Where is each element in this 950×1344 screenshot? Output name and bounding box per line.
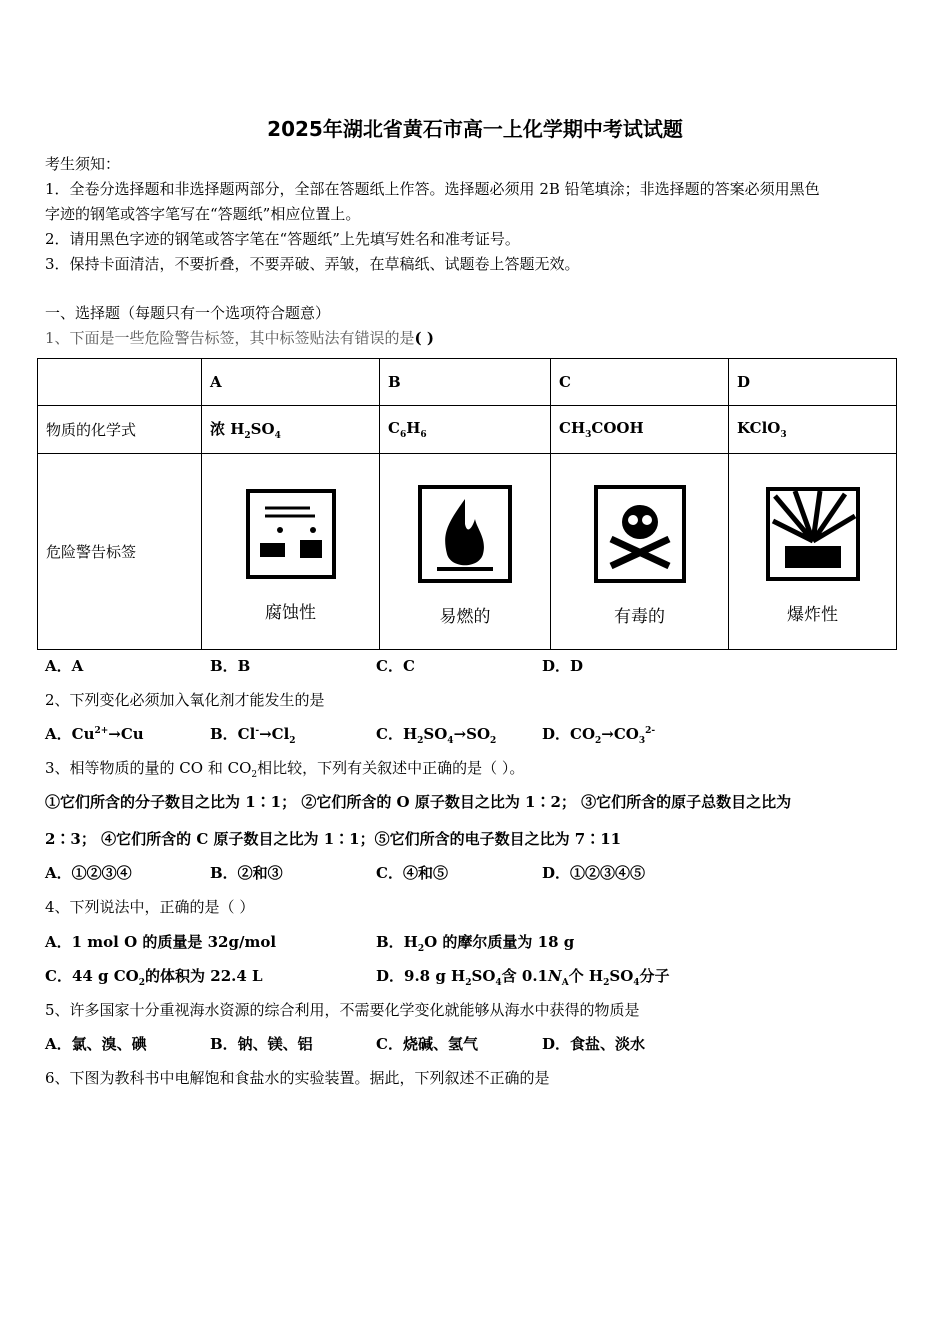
text-segment: →SO bbox=[453, 725, 491, 743]
header-cell: C bbox=[551, 359, 729, 406]
text-segment: 2 bbox=[603, 978, 610, 988]
text-segment: 4 bbox=[633, 978, 640, 988]
text-segment: C．44 g CO bbox=[45, 967, 139, 985]
notice-line: 字迹的钢笔或答字笔写在“答题纸”相应位置上。 bbox=[45, 205, 361, 223]
text-segment: 2 bbox=[595, 736, 602, 746]
text-segment: →Cl bbox=[259, 725, 290, 743]
option-a[interactable] bbox=[45, 931, 276, 952]
text-segment: →Cu bbox=[108, 725, 144, 743]
header-cell bbox=[38, 359, 202, 406]
row-label: 物质的化学式 bbox=[38, 406, 202, 454]
answer-paren: ( ) bbox=[414, 329, 434, 347]
option-d[interactable] bbox=[542, 723, 655, 746]
question-6-stem: 6、下图为教科书中电解饱和食盐水的实验装置。据此，下列叙述不正确的是 bbox=[45, 1069, 550, 1087]
text-segment: 2- bbox=[645, 726, 656, 736]
text-segment: 3 bbox=[780, 430, 787, 440]
option-a[interactable]: A．氯、溴、碘 bbox=[45, 1035, 147, 1053]
text-segment: N bbox=[547, 967, 562, 985]
section-heading: 一、选择题（每题只有一个选项符合题意） bbox=[45, 304, 331, 322]
hazard-table bbox=[37, 358, 897, 650]
option-a[interactable]: A．①②③④ bbox=[45, 864, 132, 882]
text-segment: B．Cl bbox=[210, 725, 256, 743]
notice-line: 1．全卷分选择题和非选择题两部分，全部在答题纸上作答。选择题必须用 2B 铅笔填涂；非选择题的答案必须用黑色 bbox=[45, 180, 820, 198]
hazard-cell bbox=[551, 454, 729, 650]
option-d[interactable] bbox=[376, 965, 670, 988]
page-title: 2025年湖北省黄石市高一上化学期中考试试题 bbox=[267, 117, 683, 141]
text-segment: 4 bbox=[495, 978, 502, 988]
question-1-stem bbox=[45, 327, 434, 348]
text-segment: 2 bbox=[417, 736, 424, 746]
question-3-statements: ①它们所含的分子数目之比为 1∶1； ②它们所含的 O 原子数目之比为 1∶2； ③它们所含的原子总数目之比为 bbox=[45, 793, 792, 811]
option-a[interactable] bbox=[45, 723, 144, 744]
text-segment: A．1 mol O 的质量是 32g/mol bbox=[45, 933, 277, 951]
option-d[interactable]: D．食盐、淡水 bbox=[542, 1035, 646, 1053]
flame-icon bbox=[417, 484, 513, 584]
text-segment: 2 bbox=[289, 736, 296, 746]
text-segment: A bbox=[561, 978, 569, 988]
option-c[interactable] bbox=[376, 723, 496, 746]
option-b[interactable] bbox=[376, 931, 574, 954]
hazard-label: 腐蚀性 bbox=[265, 603, 316, 623]
text-segment: 浓 H bbox=[210, 420, 245, 438]
text-segment: 6 bbox=[420, 430, 427, 440]
formula-cell bbox=[729, 406, 897, 454]
option-a[interactable]: A．A bbox=[45, 657, 84, 675]
option-c[interactable]: C．④和⑤ bbox=[376, 864, 448, 882]
text-segment: D．9.8 g H bbox=[376, 967, 466, 985]
text-segment: SO bbox=[250, 420, 275, 438]
header-cell: D bbox=[729, 359, 897, 406]
text-segment: COOH bbox=[591, 419, 644, 437]
question-3-stem bbox=[45, 757, 524, 780]
text-segment: 2 bbox=[490, 736, 497, 746]
hazard-label: 爆炸性 bbox=[787, 605, 838, 625]
text-segment: 2 bbox=[251, 770, 258, 780]
notice-heading: 考生须知： bbox=[45, 155, 121, 173]
text-segment: 含 0.1 bbox=[501, 967, 548, 985]
text-segment: 4 bbox=[447, 736, 454, 746]
question-3-statements: 2∶3； ④它们所含的 C 原子数目之比为 1∶1；⑤它们所含的电子数目之比为 7∶11 bbox=[45, 830, 622, 848]
option-c[interactable] bbox=[45, 965, 263, 988]
hazard-cell bbox=[729, 454, 897, 650]
text-segment: A．Cu bbox=[45, 725, 95, 743]
header-cell: A bbox=[202, 359, 380, 406]
question-2-stem: 2、下列变化必须加入氧化剂才能发生的是 bbox=[45, 691, 325, 709]
notice-line: 3．保持卡面清洁，不要折叠，不要弄破、弄皱，在草稿纸、试题卷上答题无效。 bbox=[45, 255, 580, 273]
text-segment: H bbox=[406, 419, 421, 437]
option-d[interactable]: D．D bbox=[542, 657, 584, 675]
text-segment: 2 bbox=[138, 978, 146, 988]
text-segment: O 的摩尔质量为 18 g bbox=[424, 933, 575, 951]
option-c[interactable]: C．C bbox=[376, 657, 415, 675]
skull-crossbones-icon bbox=[593, 484, 687, 584]
option-b[interactable] bbox=[210, 723, 296, 746]
option-d[interactable]: D．①②③④⑤ bbox=[542, 864, 646, 882]
formula-cell bbox=[551, 406, 729, 454]
text-segment: 4 bbox=[274, 431, 281, 441]
text-segment: B．H bbox=[376, 933, 418, 951]
text-segment: 3 bbox=[585, 430, 592, 440]
notice-line: 2．请用黑色字迹的钢笔或答字笔在“答题纸”上先填写姓名和准考证号。 bbox=[45, 230, 520, 248]
text-segment: 分子 bbox=[639, 967, 670, 985]
text-segment: SO bbox=[423, 725, 448, 743]
question-5-stem: 5、许多国家十分重视海水资源的综合利用，不需要化学变化就能够从海水中获得的物质是 bbox=[45, 1001, 640, 1019]
hazard-cell bbox=[380, 454, 551, 650]
hazard-label: 有毒的 bbox=[614, 607, 665, 627]
hazard-label: 易燃的 bbox=[439, 607, 491, 627]
text-segment: →CO bbox=[601, 725, 639, 743]
formula-cell bbox=[202, 406, 380, 454]
text-segment: - bbox=[255, 726, 260, 736]
text-segment: 3 bbox=[638, 736, 646, 746]
text-segment: 的体积为 22.4 L bbox=[145, 967, 263, 985]
text-segment: SO bbox=[471, 967, 496, 985]
text-segment: KClO bbox=[737, 419, 781, 437]
text-segment: CH bbox=[559, 419, 586, 437]
explosive-icon bbox=[765, 486, 861, 582]
stem-text: 1、下面是一些危险警告标签，其中标签贴法有错误的是 bbox=[45, 329, 415, 347]
header-cell: B bbox=[380, 359, 551, 406]
text-segment: 2 bbox=[465, 978, 472, 988]
corrosive-icon bbox=[245, 488, 337, 580]
text-segment: 2 bbox=[417, 944, 425, 954]
text-segment: SO bbox=[609, 967, 634, 985]
text-segment: 相比较，下列有关叙述中正确的是（ ）。 bbox=[257, 759, 525, 777]
option-b[interactable]: B．②和③ bbox=[210, 864, 283, 882]
text-segment: 6 bbox=[399, 430, 407, 440]
text-segment: 2+ bbox=[94, 726, 109, 736]
option-b[interactable]: B．钠、镁、铝 bbox=[210, 1035, 313, 1053]
row-label: 危险警告标签 bbox=[38, 454, 202, 650]
question-4-stem: 4、下列说法中，正确的是（ ） bbox=[45, 898, 255, 916]
hazard-cell bbox=[202, 454, 380, 650]
text-segment: C．H bbox=[376, 725, 418, 743]
formula-cell bbox=[380, 406, 551, 454]
text-segment: 2 bbox=[244, 431, 251, 441]
option-c[interactable]: C．烧碱、氢气 bbox=[376, 1035, 478, 1053]
text-segment: D．CO bbox=[542, 725, 596, 743]
text-segment: 3、相等物质的量的 CO 和 CO bbox=[45, 759, 252, 777]
text-segment: 个 H bbox=[568, 967, 604, 985]
text-segment: C bbox=[388, 419, 400, 437]
option-b[interactable]: B．B bbox=[210, 657, 251, 675]
